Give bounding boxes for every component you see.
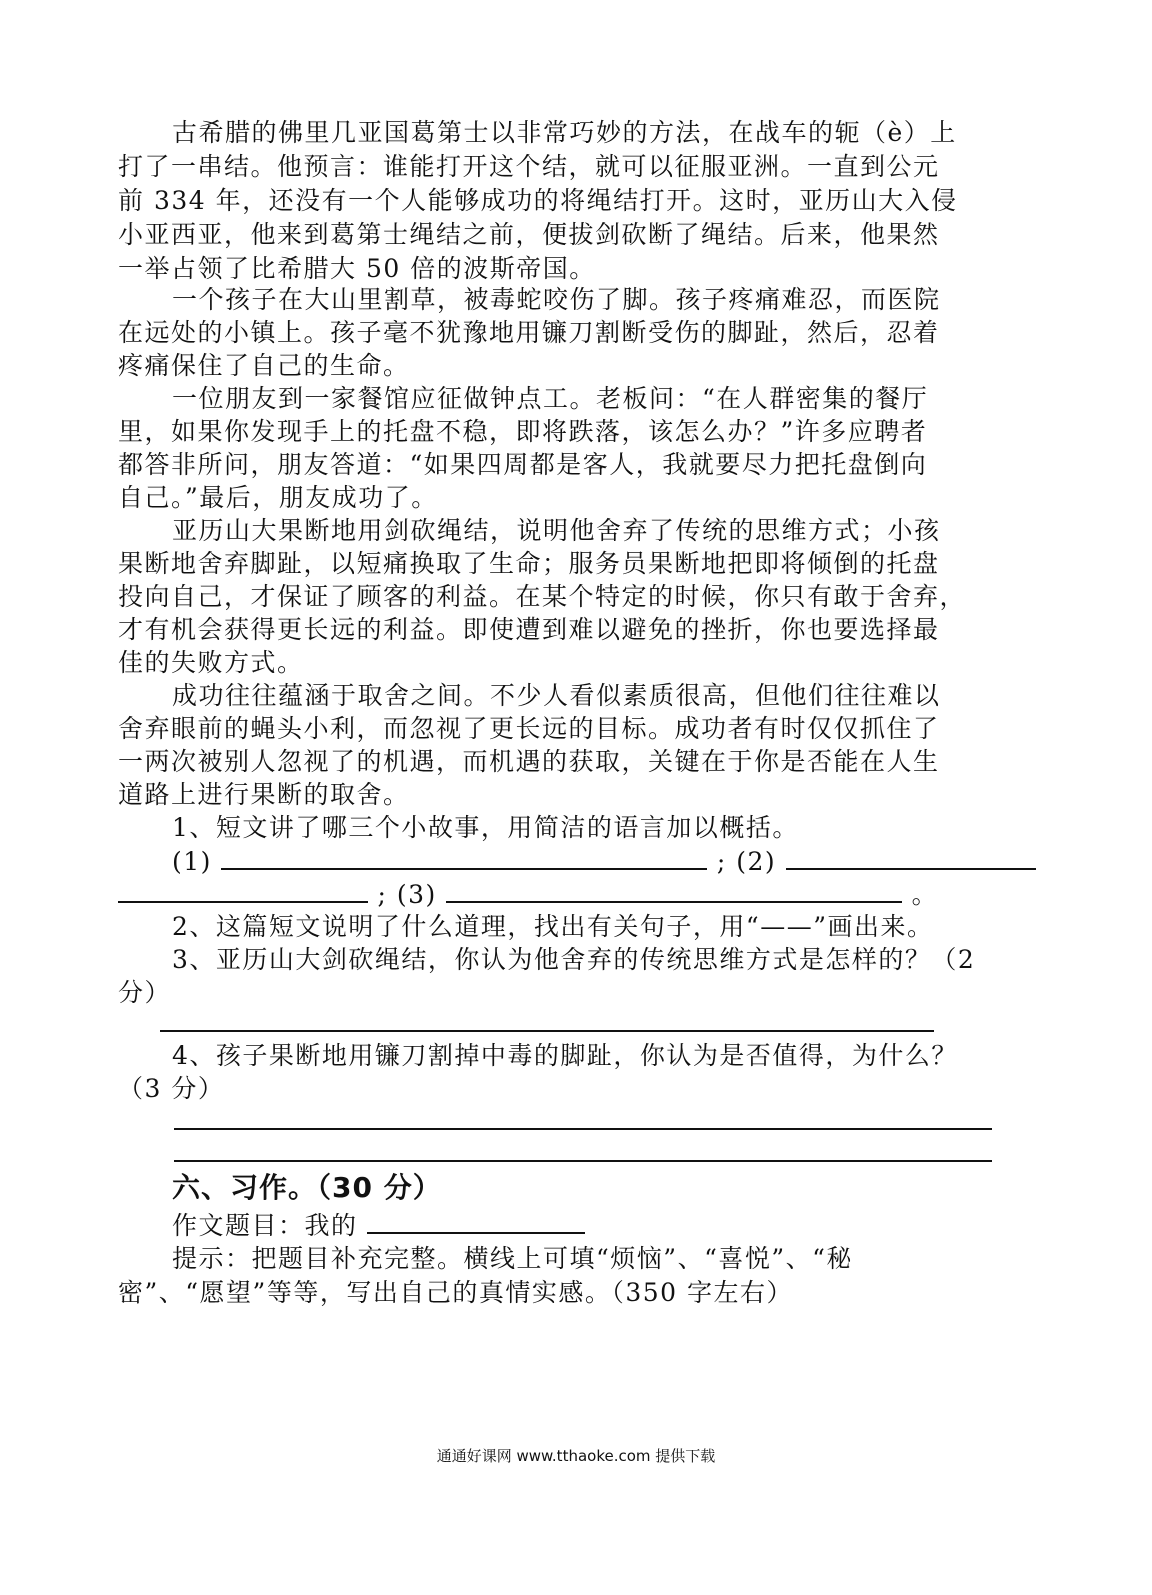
question-4-line1: 4、孩子果断地用镰刀割掉中毒的脚趾，你认为是否值得，为什么？ xyxy=(172,1041,958,1070)
question-3-line2: 分） xyxy=(118,978,172,1007)
answer-blank-2a[interactable] xyxy=(786,844,1036,870)
passage-line: 古希腊的佛里几亚国葛第士以非常巧妙的方法，在战车的轭（è）上 xyxy=(172,118,957,147)
passage-line: 果断地舍弃脚趾，以短痛换取了生命；服务员果断地把即将倾倒的托盘 xyxy=(118,549,940,578)
question-2: 2、这篇短文说明了什么道理，找出有关句子，用“——”画出来。 xyxy=(172,912,934,941)
passage-line: 成功往往蕴涵于取舍之间。不少人看似素质很高，但他们往往难以 xyxy=(172,681,941,710)
question-1: 1、短文讲了哪三个小故事，用简洁的语言加以概括。 xyxy=(172,813,799,842)
passage-line: 亚历山大果断地用剑砍绳结，说明他舍弃了传统的思维方式；小孩 xyxy=(172,516,941,545)
answer-line-q4-1[interactable] xyxy=(174,1128,992,1130)
question-1-answers-row2 xyxy=(118,877,1018,912)
passage-line: 一个孩子在大山里割草，被毒蛇咬伤了脚。孩子疼痛难忍，而医院 xyxy=(172,285,941,314)
page-footer: 通通好课网 www.tthaoke.com 提供下载 xyxy=(436,1447,716,1465)
passage-line: 小亚西亚，他来到葛第士绳结之前，便拔剑砍断了绳结。后来，他果然 xyxy=(118,220,940,249)
answer-label-1: (1) xyxy=(172,847,212,876)
answer-blank-1[interactable] xyxy=(221,844,707,870)
answer-line-q3[interactable] xyxy=(160,1030,934,1032)
passage-line: 投向自己，才保证了顾客的利益。在某个特定的时候，你只有敢于舍弃， xyxy=(118,582,967,611)
passage-line: 打了一串结。他预言：谁能打开这个结，就可以征服亚洲。一直到公元 xyxy=(118,152,940,181)
essay-hint-line2: 密”、“愿望”等等，写出自己的真情实感。（350 字左右） xyxy=(118,1278,794,1307)
answer-blank-3[interactable] xyxy=(446,877,902,903)
answer-line-q4-2[interactable] xyxy=(174,1160,992,1162)
passage-line: 前 334 年，还没有一个人能够成功的将绳结打开。这时，亚历山大入侵 xyxy=(118,186,958,215)
answer-label-2: (2) xyxy=(736,847,777,876)
passage-line: 佳的失败方式。 xyxy=(118,648,304,677)
passage-line: 疼痛保住了自己的生命。 xyxy=(118,351,410,380)
essay-title-row xyxy=(172,1208,1072,1243)
passage-line: 一举占领了比希腊大 50 倍的波斯帝国。 xyxy=(118,254,596,283)
answer-label-3: (3) xyxy=(396,880,437,909)
passage-line: 自己。”最后，朋友成功了。 xyxy=(118,483,438,512)
answer-separator-1: ; xyxy=(716,847,727,876)
section-heading: 六、习作。（30 分） xyxy=(172,1171,442,1204)
answer-end: 。 xyxy=(911,880,939,909)
essay-title-prefix: 作文题目：我的 xyxy=(172,1211,358,1240)
passage-line: 一位朋友到一家餐馆应征做钟点工。老板问：“在人群密集的餐厅 xyxy=(172,384,929,413)
passage-line: 里，如果你发现手上的托盘不稳，即将跌落，该怎么办？”许多应聘者 xyxy=(118,417,928,446)
question-1-answers-row1 xyxy=(172,844,1072,879)
answer-separator-2: ; xyxy=(377,880,388,909)
answer-blank-2b[interactable] xyxy=(118,877,368,903)
passage-line: 一两次被别人忽视了的机遇，而机遇的获取，关键在于你是否能在人生 xyxy=(118,747,940,776)
essay-hint-line1: 提示：把题目补充完整。横线上可填“烦恼”、“喜悦”、“秘 xyxy=(172,1244,853,1273)
passage-line: 舍弃眼前的蝇头小利，而忽视了更长远的目标。成功者有时仅仅抓住了 xyxy=(118,714,940,743)
passage-line: 在远处的小镇上。孩子毫不犹豫地用镰刀割断受伤的脚趾，然后，忍着 xyxy=(118,318,940,347)
passage-line: 才有机会获得更长远的利益。即使遭到难以避免的挫折，你也要选择最 xyxy=(118,615,940,644)
passage-line: 道路上进行果断的取舍。 xyxy=(118,780,410,809)
question-3-line1: 3、亚历山大剑砍绳结，你认为他舍弃的传统思维方式是怎样的？（2 xyxy=(172,945,976,974)
question-4-line2: （3 分） xyxy=(118,1074,225,1103)
essay-title-blank[interactable] xyxy=(367,1208,585,1234)
passage-line: 都答非所问，朋友答道：“如果四周都是客人，我就要尽力把托盘倒向 xyxy=(118,450,928,479)
